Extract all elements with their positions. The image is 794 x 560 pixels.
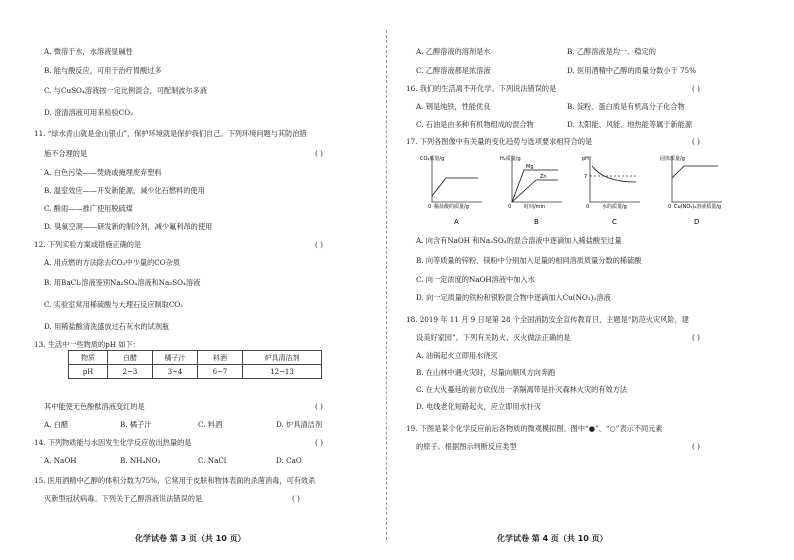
- q16-option-d: D. 太阳能、风能、地热能等属于新能源: [567, 120, 693, 129]
- q16-option-c: C. 石油是由多种有机物组成的混合物: [416, 120, 534, 129]
- q10-option-c: C. 与CuSO₄溶液按一定比例混合，可配制波尔多液: [44, 86, 208, 95]
- q13-option-d: D. 炉具清洁剂: [276, 420, 323, 429]
- ph-table-header: 料酒: [198, 351, 243, 365]
- q11-answer-bracket: ( ): [315, 149, 323, 158]
- q17-option-d: D. 向一定质量的铁粉和银粉混合物中逐滴加入Cu(NO₃)₂溶液: [416, 293, 611, 302]
- q15-option-a: A. 乙醇溶液的溶剂是水: [416, 47, 491, 56]
- graph-c-letter: C: [612, 218, 617, 226]
- q12-stem: 12. 下列实验方案或措施正确的是: [34, 240, 142, 249]
- graph-b-origin: 0: [508, 204, 512, 210]
- ph-table-header: 炉具清洁剂: [243, 351, 322, 365]
- ph-table-header: 橘子汁: [153, 351, 198, 365]
- q10-option-a: A. 微溶于水，水溶液显碱性: [44, 47, 133, 56]
- q15-stem-cont: 灭新型冠状病毒。下列关于乙醇溶液说法错误的是: [44, 494, 203, 503]
- graph-d-origin: 0: [668, 204, 672, 210]
- left-page: [30, 0, 375, 560]
- graph-c-axes: [590, 156, 640, 202]
- graph-b-series-mg: Mg: [526, 164, 534, 170]
- graph-b-series-zn: Zn: [540, 174, 547, 180]
- q10-option-b: B. 能与酸反应，可用于治疗胃酸过多: [44, 66, 162, 75]
- left-page-footer: 化学试卷 第 3 页（共 10 页）: [135, 534, 246, 543]
- graph-a-curve: [432, 178, 478, 196]
- q15-answer-bracket: ( ): [292, 494, 300, 503]
- q13-option-a: A. 白醋: [44, 420, 69, 429]
- right-page-footer: 化学试卷 第 4 页（共 10 页）: [497, 534, 608, 543]
- graph-b-letter: B: [534, 218, 539, 226]
- q11-option-c: C. 酸雨——推广使用脱硫煤: [44, 204, 133, 213]
- q14-option-b: B. NH₄NO₃: [120, 456, 161, 465]
- ph-table-cell: pH: [69, 365, 108, 379]
- graph-c-seven: 7: [584, 174, 588, 180]
- q13-stem: 13. 生活中一些物质的pH 如下：: [34, 340, 140, 349]
- q17-answer-bracket: ( ): [692, 137, 700, 146]
- q16-stem: 16. 我们的生活离不开化学。下列说法错误的是: [406, 84, 557, 93]
- graph-b-curve-mg: [512, 170, 558, 202]
- q12-answer-bracket: ( ): [315, 240, 323, 249]
- ph-table-header: 白醋: [108, 351, 153, 365]
- graph-c-xlabel: 水的质量/g: [602, 204, 627, 210]
- q13-question: 其中能使无色酚酞溶液变红的是: [44, 402, 145, 411]
- q18-option-c: C. 在大火蔓延的前方砍伐出一条隔离带是扑灭森林火灾的有效方法: [416, 385, 628, 394]
- q11-option-a: A. 白色污染——焚烧或掩埋废弃塑料: [44, 168, 162, 177]
- q14-option-a: A. NaOH: [44, 456, 77, 465]
- graph-b-xlabel: 时间/min: [524, 204, 546, 210]
- q15-option-b: B. 乙醇溶液是均一、稳定的: [567, 47, 656, 56]
- graph-c-ylabel: pH: [582, 156, 589, 162]
- q18-option-d: D. 电线老化短路起火，应立即用水扑灭: [416, 402, 542, 411]
- q17-option-c: C. 向一定浓度的NaOH溶液中加入水: [416, 275, 535, 284]
- graph-d-letter: D: [694, 218, 700, 226]
- q16-option-b: B. 淀粉、蛋白质是有机高分子化合物: [567, 102, 685, 111]
- ph-table-header-row: [69, 351, 322, 365]
- q15-option-c: C. 乙醇溶液都是浓溶液: [416, 66, 491, 75]
- graph-a-axes: [432, 156, 482, 202]
- q15-option-d: D. 医用酒精中乙醇的质量分数小于 75%: [567, 66, 696, 75]
- q14-option-d: D. CaO: [276, 456, 302, 465]
- q17-option-a: A. 向含有NaOH 和Na₂SO₄的混合溶液中逐滴加入稀盐酸至过量: [416, 236, 622, 245]
- ph-table-cell: 3~4: [153, 365, 198, 379]
- graph-a-letter: A: [454, 218, 459, 226]
- graph-d-axes: [672, 156, 722, 202]
- graph-a-ylabel: CO₂质量/g: [420, 156, 445, 162]
- right-page: [402, 0, 747, 560]
- q10-option-d: D. 澄清溶液可用来检验CO₂: [44, 108, 134, 117]
- q17-stem: 17. 下列各图像中有关量的变化趋势与选项要求相符合的是: [406, 137, 593, 146]
- page-divider: [386, 30, 387, 540]
- q17-option-b: B. 向等质量的锌粉、镁粉中分别加入足量的相同溶质质量分数的稀硫酸: [416, 256, 642, 265]
- q18-stem-cont: 设美好家园”。下列有关防火、灭火做法正确的是: [416, 333, 571, 342]
- graph-d-xlabel: Cu(NO₃)₂溶液质量/g: [674, 204, 722, 210]
- q14-option-c: C. NaCl: [198, 456, 227, 465]
- q18-option-a: A. 油锅起火立即用水浇灭: [416, 351, 498, 360]
- ph-table-cell: 12~13: [243, 365, 322, 379]
- q12-option-d: D. 用稀盐酸清洗盛放过石灰水的试剂瓶: [44, 322, 170, 331]
- ph-table-cell: 6~7: [198, 365, 243, 379]
- q12-option-b: B. 用BaCl₂溶液鉴别Na₂SO₄溶液和Na₂SO₄溶液: [44, 278, 201, 287]
- graph-d-ylabel: 固体质量/g: [660, 156, 685, 162]
- q14-answer-bracket: ( ): [315, 438, 323, 447]
- q19-stem-cont: 的原子。根据图示判断反应类型: [416, 442, 517, 451]
- graph-d-curve: [672, 166, 718, 178]
- q17-graphs: [412, 152, 742, 230]
- q11-option-b: B. 温室效应——开发新能源，减少化石燃料的使用: [44, 186, 205, 195]
- graph-c-curve: [592, 166, 636, 182]
- q11-stem: 11. “绿水青山就是金山银山”，保护环境就是保护我们自己。下列环境问题与其防治措: [34, 129, 307, 138]
- q14-stem: 14. 下列物质能与水因发生化学反应放出热量的是: [34, 438, 192, 447]
- q11-stem-cont: 施不合理的是: [44, 149, 88, 158]
- ph-table-cell: 2~3: [108, 365, 153, 379]
- q15-stem: 15. 医用酒精中乙醇的体积分数为75%，它常用于皮肤和物体表面的杀菌消毒，可有效杀: [34, 476, 316, 485]
- q13-answer-bracket: ( ): [315, 402, 323, 411]
- q12-option-a: A. 用点燃的方法除去CO₂中少量的CO杂质: [44, 258, 181, 267]
- q18-answer-bracket: ( ): [692, 333, 700, 342]
- ph-table: [68, 350, 322, 379]
- q18-stem: 18. 2019 年 11 月 9 日是第 28 个全国消防安全宣传教育日，主题是“防范火灾风险，建: [406, 315, 689, 324]
- q16-option-a: A. 钢是纯铁，性能优良: [416, 102, 491, 111]
- q12-option-c: C. 实验室常用稀硫酸与大理石反应制取CO₂: [44, 300, 184, 309]
- q18-option-b: B. 在山林中遇火灾时，尽量向顺风方向奔跑: [416, 368, 556, 377]
- graph-a-xlabel: 稀盐酸的质量/g: [434, 204, 469, 210]
- ph-table-value-row: [69, 365, 322, 379]
- graph-a-origin: 0: [428, 204, 432, 210]
- graph-c-origin: 0: [586, 204, 590, 210]
- q19-stem: 19. 下图是某个化学反应前后各物质的微观模拟图。图中“●”、“○”表示不同元素: [406, 424, 663, 433]
- q13-option-c: C. 料酒: [198, 420, 223, 429]
- q19-answer-bracket: ( ): [692, 442, 700, 451]
- q16-answer-bracket: ( ): [692, 84, 700, 93]
- q11-option-d: D. 臭氧空洞——研发新的制冷剂，减少氟利昂的使用: [44, 222, 213, 231]
- q13-option-b: B. 橘子汁: [120, 420, 152, 429]
- graph-b-ylabel: H₂质量/g: [500, 156, 521, 162]
- ph-table-header: 物质: [69, 351, 108, 365]
